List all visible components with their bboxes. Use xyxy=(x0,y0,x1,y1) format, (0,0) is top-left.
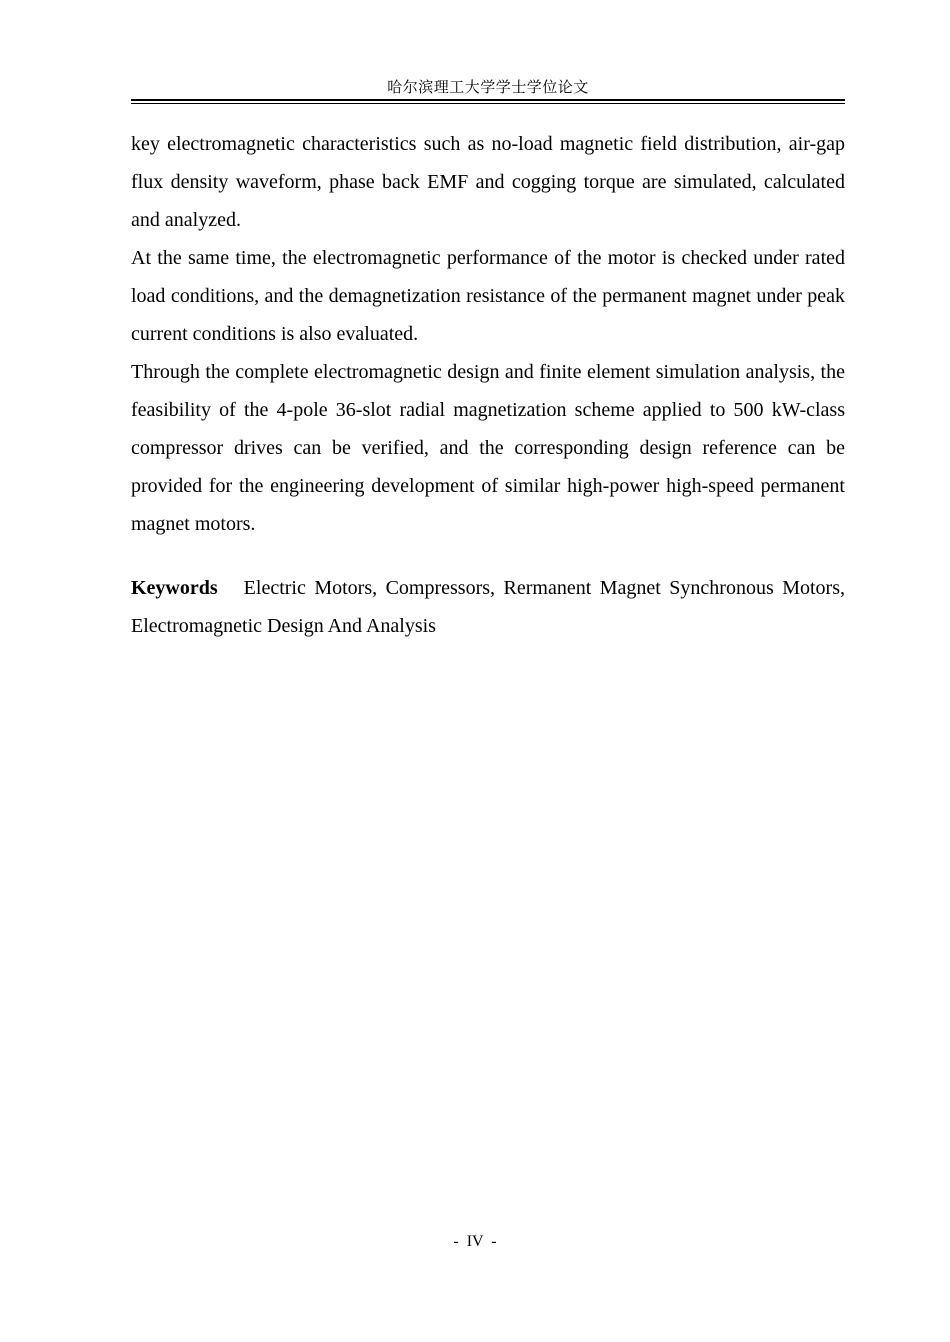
paragraph-1: key electromagnetic characteristics such as no-load magnetic field distribution, air-gap flux density waveform, phase back EMF and cogging torque are simulated, calculated and analyzed. xyxy=(131,133,845,231)
page-number: - IV - xyxy=(453,1233,497,1250)
keywords-text: Electric Motors, Compressors, Rermanent Magnet Synchronous Motors, Electromagnetic Design And Analysis xyxy=(131,577,845,637)
keywords-label: Keywords xyxy=(131,577,218,599)
paragraph-2: At the same time, the electromagnetic performance of the motor is checked under rated load conditions, and the demagnetization resistance of the permanent magnet under peak current conditions is also evaluated. xyxy=(131,247,845,345)
keywords-line xyxy=(131,569,845,645)
header-rule-thick xyxy=(131,99,845,101)
header-rule-thin xyxy=(131,103,845,104)
paragraph-3: Through the complete electromagnetic design and finite element simulation analysis, the feasibility of the 4-pole 36-slot radial magnetization scheme applied to 500 kW-class compressor drives can be verified, and the corresponding design reference can be provided for the engineering development of similar high-power high-speed permanent magnet motors. xyxy=(131,361,845,535)
running-header: 哈尔滨理工大学学士学位论文 xyxy=(387,80,589,96)
abstract-body xyxy=(131,125,845,645)
